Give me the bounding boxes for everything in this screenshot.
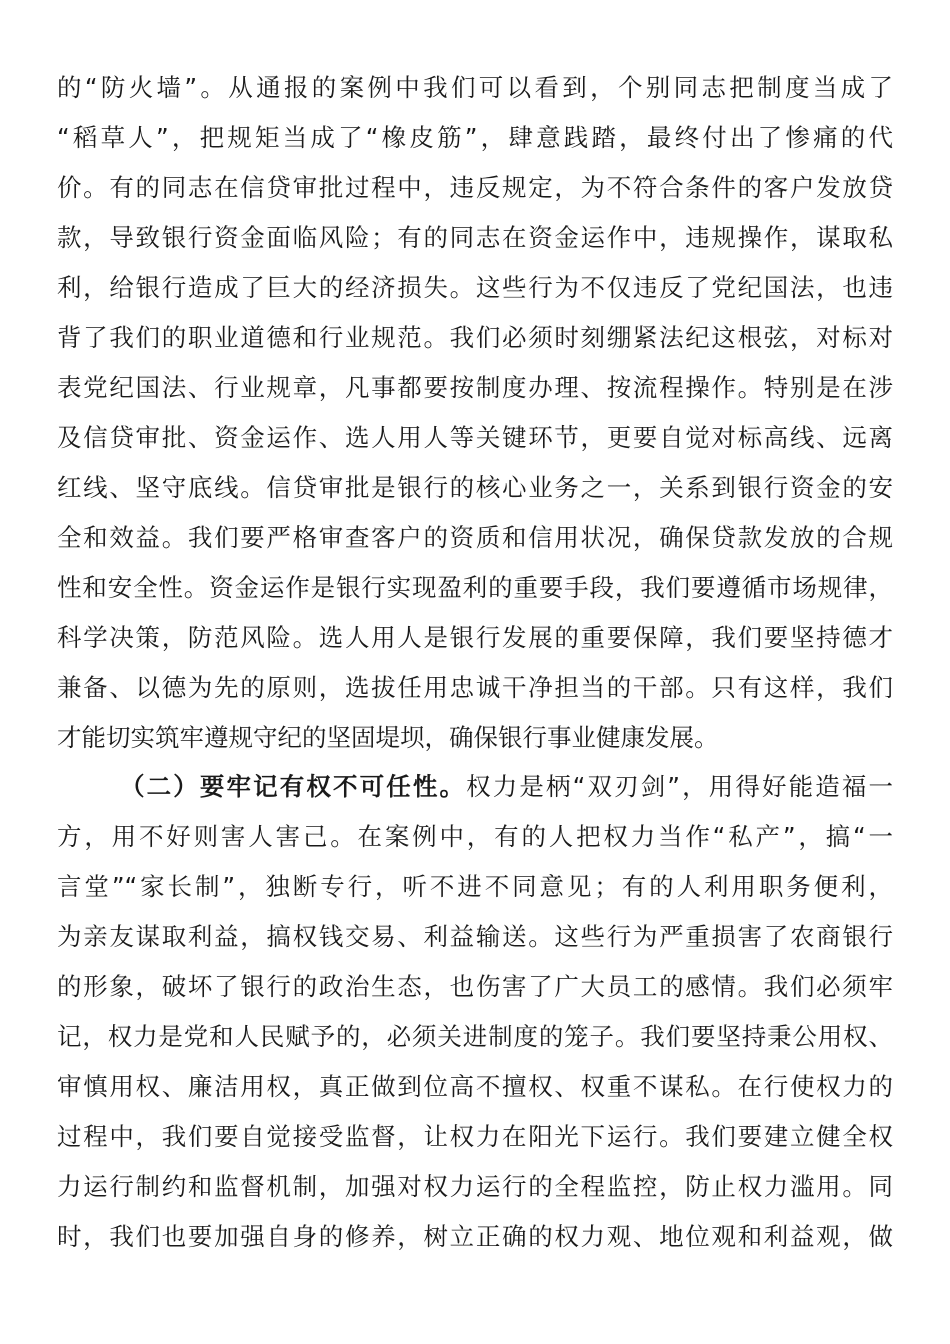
- text-line: 兼备、以德为先的原则，选拔任用忠诚干净担当的干部。只有这样，我们: [57, 673, 893, 702]
- text-line: 为亲友谋取利益，搞权钱交易、利益输送。这些行为严重损害了农商银行: [57, 922, 893, 951]
- section-heading: （二）要牢记有权不可任性。: [120, 772, 467, 801]
- text-line: 背了我们的职业道德和行业规范。我们必须时刻绷紧法纪这根弦，对标对: [57, 323, 893, 352]
- text-line: 表党纪国法、行业规章，凡事都要按制度办理、按流程操作。特别是在涉: [57, 373, 893, 402]
- text-line: 方，用不好则害人害己。在案例中，有的人把权力当作“私产”，搞“一: [57, 822, 893, 851]
- text-line: 力运行制约和监督机制，加强对权力运行的全程监控，防止权力滥用。同: [57, 1172, 893, 1201]
- text-line: 性和安全性。资金运作是银行实现盈利的重要手段，我们要遵循市场规律，: [57, 573, 893, 602]
- text-line: “稻草人”，把规矩当成了“橡皮筋”，肆意践踏，最终付出了惨痛的代: [57, 123, 893, 152]
- text-line: 科学决策，防范风险。选人用人是银行发展的重要保障，我们要坚持德才: [57, 623, 893, 652]
- text-line: 全和效益。我们要严格审查客户的资质和信用状况，确保贷款发放的合规: [57, 523, 893, 552]
- text-line: 价。有的同志在信贷审批过程中，违反规定，为不符合条件的客户发放贷: [57, 173, 893, 202]
- text-line: 利，给银行造成了巨大的经济损失。这些行为不仅违反了党纪国法，也违: [57, 273, 893, 302]
- text-line: 及信贷审批、资金运作、选人用人等关键环节，更要自觉对标高线、远离: [57, 423, 893, 452]
- text-line: 的形象，破坏了银行的政治生态，也伤害了广大员工的感情。我们必须牢: [57, 972, 893, 1001]
- text-line: 过程中，我们要自觉接受监督，让权力在阳光下运行。我们要建立健全权: [57, 1122, 893, 1151]
- text-line: 款，导致银行资金面临风险；有的同志在资金运作中，违规操作，谋取私: [57, 223, 893, 252]
- text-line: 审慎用权、廉洁用权，真正做到位高不擅权、权重不谋私。在行使权力的: [57, 1072, 893, 1101]
- text-line: 红线、坚守底线。信贷审批是银行的核心业务之一，关系到银行资金的安: [57, 473, 893, 502]
- text-line: 才能切实筑牢遵规守纪的坚固堤坝，确保银行事业健康发展。: [57, 723, 719, 752]
- text-line: 时，我们也要加强自身的修养，树立正确的权力观、地位观和利益观，做: [57, 1222, 893, 1251]
- section-heading-rest: 权力是柄“双刃剑”，用得好能造福一: [466, 772, 893, 801]
- text-line: 记，权力是党和人民赋予的，必须关进制度的笼子。我们要坚持秉公用权、: [57, 1022, 893, 1051]
- text-line: 的“防火墙”。从通报的案例中我们可以看到，个别同志把制度当成了: [57, 73, 893, 102]
- text-line: 言堂”“家长制”，独断专行，听不进不同意见；有的人利用职务便利，: [57, 872, 893, 901]
- section-2-first-line: [120, 767, 893, 807]
